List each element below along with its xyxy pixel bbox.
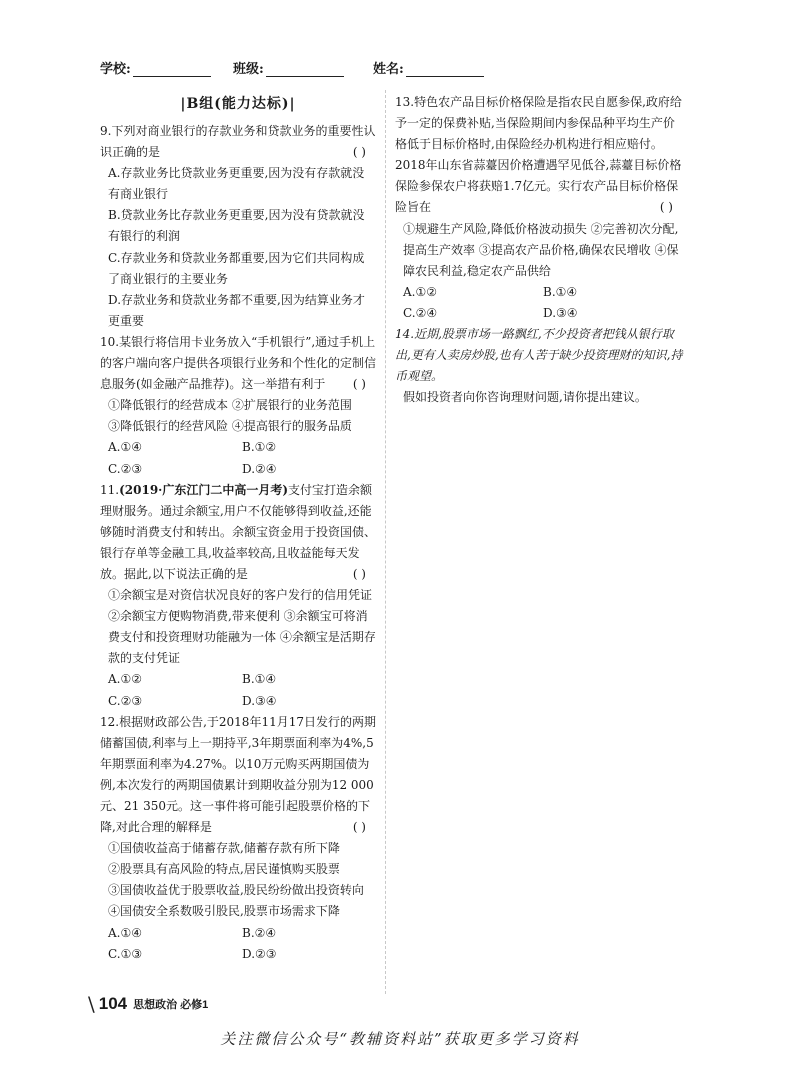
choice-d[interactable]: D.③④ <box>543 305 578 320</box>
question-11 <box>100 480 376 712</box>
option-b[interactable]: B.贷款业务比存款业务更重要,因为没有贷款就没有银行的利润 <box>108 208 365 244</box>
statement-line: ①余额宝是对资信状况良好的客户发行的信用凭证 ②余额宝方便购物消费,带来便利 ③余额宝可将消费支付和投资理财功能融为一体 ④余额宝是活期存款的支付凭证 <box>108 588 376 666</box>
statement-line: ①国债收益高于储蓄存款,储蓄存款有所下降 <box>108 841 340 856</box>
school-blank[interactable] <box>133 60 211 77</box>
question-10 <box>100 332 376 480</box>
question-12 <box>100 712 376 965</box>
watermark-note: 关注微信公众号“教辅资料站”获取更多学习资料 <box>220 1030 580 1048</box>
choice-c[interactable]: C.①③ <box>108 946 143 961</box>
question-stem: 10.某银行将信用卡业务放入“手机银行”,通过手机上的客户端向客户提供各项银行业务和个性化的定制信息服务(如金融产品推荐)。这一举措有利于 <box>100 334 377 392</box>
choice-b[interactable]: B.①④ <box>543 284 578 299</box>
choice-c[interactable]: C.②③ <box>108 461 143 476</box>
name-label: 姓名: <box>373 62 404 77</box>
choice-b[interactable]: B.①④ <box>242 672 277 687</box>
answer-bracket[interactable]: ( ) <box>659 200 673 215</box>
option-d[interactable]: D.存款业务和贷款业务都不重要,因为结算业务才更重要 <box>108 292 365 328</box>
subject-label: 思想政治 必修1 <box>133 999 209 1011</box>
question-stem: 12.根据财政部公告,于2018年11月17日发行的两期储蓄国债,利率与上一期持平,3年期票面利率为4%,5年期票面利率为4.27%。以10万元购买两期国债为例,本次发行的两期国债累计到期收益分别为12 000元、21 350元。这一事件将可能引起股票价格的下降,对此合理的解释是 <box>100 714 376 835</box>
choice-a[interactable]: A.①② <box>108 672 142 687</box>
question-source: (2019·广东江门二中高一月考) <box>119 482 289 497</box>
question-stem: 9.下列对商业银行的存款业务和贷款业务的重要性认识正确的是 <box>100 124 376 160</box>
answer-bracket[interactable]: ( ) <box>352 566 366 581</box>
question-stem: 13.特色农产品目标价格保险是指农民自愿参保,政府给予一定的保费补贴,当保险期间内参保品种平均生产价格低于目标价格时,由保险经办机构进行相应赔付。2018年山东省蒜薹因价格遭遇罕见低谷,蒜薹目标价格保险参保农户将获赔1.7亿元。实行农产品目标价格保险旨在 <box>395 95 682 215</box>
choice-a[interactable]: A.①② <box>403 284 437 299</box>
question-stem: 支付宝打造余额理财服务。通过余额宝,用户不仅能够得到收益,还能够随时消费支付和转出。余额宝资金用于投资国债、银行存单等金融工具,收益率较高,且收益能每天发放。据此,以下说法正确的是 <box>100 482 377 581</box>
choice-b[interactable]: B.①② <box>242 440 277 455</box>
choice-c[interactable]: C.②③ <box>108 693 143 708</box>
section-title: |B组(能力达标)| <box>180 96 296 112</box>
choice-c[interactable]: C.②④ <box>403 305 438 320</box>
statement-line: ③国债收益优于股票收益,股民纷纷做出投资转向 <box>108 883 364 898</box>
option-c[interactable]: C.存款业务和贷款业务都重要,因为它们共同构成了商业银行的主要业务 <box>108 250 365 286</box>
question-9 <box>100 121 376 332</box>
question-prompt: 假如投资者向你咨询理财问题,请你提出建议。 <box>403 390 647 405</box>
answer-bracket[interactable]: ( ) <box>352 377 366 392</box>
statement-line: ④国债安全系数吸引股民,股票市场需求下降 <box>108 904 340 919</box>
statement-line: ①规避生产风险,降低价格波动损失 ②完善初次分配,提高生产效率 ③提高农产品价格,确保农民增收 ④保障农民利益,稳定农产品供给 <box>403 221 679 278</box>
question-14 <box>395 324 683 408</box>
choice-a[interactable]: A.①④ <box>108 925 142 940</box>
school-field[interactable] <box>100 58 211 77</box>
school-label: 学校: <box>100 62 131 77</box>
class-blank[interactable] <box>266 60 344 77</box>
question-13 <box>395 92 683 324</box>
right-column <box>395 92 683 408</box>
answer-bracket[interactable]: ( ) <box>352 820 366 835</box>
page-footer <box>88 993 208 1015</box>
page-number: 104 <box>98 994 128 1013</box>
choice-d[interactable]: D.②③ <box>242 946 277 961</box>
name-blank[interactable] <box>406 60 484 77</box>
class-field[interactable] <box>233 58 344 77</box>
question-stem: 14.近期,股票市场一路飘红,不少投资者把钱从银行取出,更有人卖房炒股,也有人苦于缺少投资理财的知识,持币观望。 <box>395 327 683 384</box>
statement-line: ①降低银行的经营成本 ②扩展银行的业务范围 <box>108 398 352 413</box>
choice-b[interactable]: B.②④ <box>242 925 277 940</box>
name-field[interactable] <box>373 58 484 77</box>
student-info-header <box>0 58 800 80</box>
answer-bracket[interactable]: ( ) <box>352 145 366 160</box>
option-a[interactable]: A.存款业务比贷款业务更重要,因为没有存款就没有商业银行 <box>108 166 365 202</box>
choice-a[interactable]: A.①④ <box>108 440 142 455</box>
question-number: 11. <box>100 482 120 497</box>
statement-line: ③降低银行的经营风险 ④提高银行的服务品质 <box>108 419 352 434</box>
class-label: 班级: <box>233 62 264 77</box>
footer-slash-mark: \ <box>88 992 95 1016</box>
left-column <box>100 92 376 965</box>
column-divider <box>385 90 386 994</box>
choice-d[interactable]: D.②④ <box>242 461 277 476</box>
statement-line: ②股票具有高风险的特点,居民谨慎购买股票 <box>108 862 340 877</box>
choice-d[interactable]: D.③④ <box>242 693 277 708</box>
